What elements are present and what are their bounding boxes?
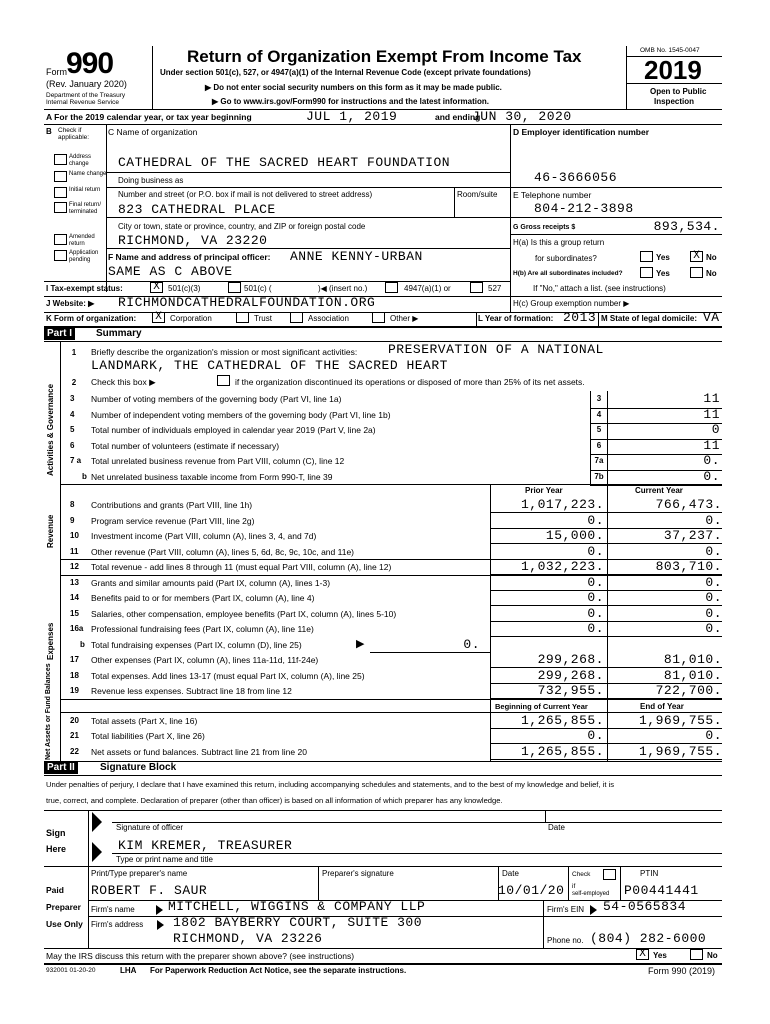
net-header-rule	[60, 712, 722, 713]
side-activities: Activities & Governance	[46, 383, 55, 476]
gov-line-value[interactable]: 0.	[703, 468, 720, 484]
fin-current-value[interactable]: 722,700.	[655, 683, 722, 698]
line-a-label: A For the 2019 calendar year, or tax year beginning	[46, 112, 252, 122]
paperwork-notice: For Paperwork Reduction Act Notice, see the separate instructions.	[150, 966, 407, 975]
b-item-label: Name change	[69, 171, 107, 177]
form-number: 990	[66, 47, 114, 80]
form-footer: Form 990 (2019)	[648, 966, 716, 976]
sig-officer-label: Signature of officer	[116, 823, 184, 832]
dept-treasury: Department of the Treasury	[46, 92, 126, 99]
fin-current-value[interactable]: 766,473.	[655, 497, 722, 512]
officer-address: SAME AS C ABOVE	[108, 264, 233, 279]
other-checkbox[interactable]	[372, 312, 385, 323]
paid-label: Paid	[46, 885, 64, 895]
discuss-yes-checkbox[interactable]: X	[636, 949, 649, 960]
fin-line-number: 8	[70, 500, 75, 509]
fin-current-value[interactable]: 0.	[705, 543, 722, 559]
rev-exp-divider	[60, 559, 722, 560]
firm-ein-label: Firm's EIN	[547, 905, 585, 914]
gov-line-label: Number of independent voting members of the governing body (Part VI, line 1b)	[91, 409, 391, 420]
status-4947-checkbox[interactable]	[385, 282, 398, 293]
fin-line-number: 10	[70, 531, 79, 540]
j-label: J Website: ▶	[46, 299, 95, 308]
ptin-label: PTIN	[640, 869, 659, 878]
gov-line-value[interactable]: 0	[711, 422, 720, 437]
tax-year-end: JUN 30, 2020	[472, 109, 572, 124]
website[interactable]: RICHMONDCATHEDRALFOUNDATION.ORG	[118, 295, 376, 310]
gov-line-label: Net unrelated business taxable income from Form 990-T, line 39	[91, 471, 333, 482]
part2-tag: Part II	[44, 762, 78, 774]
b-checkbox-4[interactable]	[54, 202, 67, 213]
b-checkbox-5[interactable]	[54, 234, 67, 245]
corp-label: Corporation	[170, 314, 212, 323]
gov-line-label: Total unrelated business revenue from Part VIII, column (C), line 12	[91, 456, 345, 466]
fin-line-label: Revenue less expenses. Subtract line 18 from line 12	[91, 686, 292, 696]
firm-name-label: Firm's name	[91, 905, 135, 914]
check-label: Check	[572, 871, 591, 878]
b-checkbox-6[interactable]	[54, 250, 67, 261]
fin-current-value[interactable]: 0.	[705, 574, 722, 590]
fin-line-number: 18	[70, 670, 79, 680]
prior-col-divider	[490, 484, 491, 761]
gov-line-value[interactable]: 0.	[703, 453, 720, 468]
gov-line-label: Total number of volunteers (estimate if necessary)	[91, 440, 280, 451]
d-label: D Employer identification number	[513, 127, 650, 137]
fin-line-label: Benefits paid to or for members (Part IX, column (A), line 4)	[91, 593, 315, 603]
exp-net-divider	[60, 699, 722, 700]
fin-prior-value[interactable]: 1,265,855.	[520, 743, 604, 759]
fin-line-number: 20	[70, 715, 79, 725]
prep-name-label: Print/Type preparer's name	[91, 869, 188, 878]
gov-line-box: 3	[596, 394, 602, 403]
discuss-question: May the IRS discuss this return with the preparer shown above? (see instructions)	[46, 951, 355, 961]
line-1-num: 1	[71, 348, 77, 357]
fin-current-value[interactable]: 0.	[705, 512, 722, 528]
gov-line-value[interactable]: 11	[703, 391, 720, 406]
ha-label: H(a) Is this a group return	[513, 238, 605, 247]
firm-phone-label: Phone no.	[547, 936, 584, 945]
state-domicile: VA	[703, 310, 720, 325]
b-checkbox-2[interactable]	[54, 171, 67, 182]
preparer-date: 10/01/20	[498, 883, 565, 898]
line-16b-arrow-icon: ▶	[356, 637, 365, 650]
gov-line-number: 3	[70, 394, 75, 403]
discontinued-checkbox[interactable]	[217, 375, 230, 386]
gov-line-box: 6	[596, 440, 602, 450]
fin-prior-value[interactable]: 0.	[587, 543, 604, 559]
prep-sig-label: Preparer's signature	[322, 869, 394, 878]
boy-header: Beginning of Current Year	[495, 701, 588, 711]
hb-yes-label: Yes	[656, 269, 670, 278]
firm-address-arrow-icon	[157, 920, 165, 930]
fin-prior-value[interactable]: 0.	[587, 590, 604, 605]
fin-line-label: Professional fundraising fees (Part IX, column (A), line 11e)	[91, 624, 314, 634]
preparer-label: Preparer	[46, 902, 81, 912]
line-1-label: Briefly describe the organization's mission or most significant activities:	[91, 347, 358, 357]
gov-line-number: 5	[70, 425, 75, 434]
street: 823 CATHEDRAL PLACE	[118, 202, 276, 217]
assoc-checkbox[interactable]	[290, 312, 303, 323]
trust-label: Trust	[254, 314, 272, 323]
here-label: Here	[46, 844, 67, 854]
omb-number: OMB No. 1545-0047	[640, 47, 700, 54]
form-code: 932001 01-20-20	[46, 967, 96, 974]
hb-label: H(b) Are all subordinates included?	[513, 270, 623, 277]
fin-line-number: 17	[70, 655, 79, 664]
fin-line-number: 12	[70, 562, 79, 571]
fin-line-number: 14	[70, 593, 79, 602]
sig-date-label: Date	[548, 823, 565, 832]
instructions-notice: ▶ Go to www.irs.gov/Form990 for instructions and the latest information.	[212, 97, 489, 106]
m-label: M State of legal domicile:	[601, 314, 698, 323]
assoc-label: Association	[308, 314, 349, 323]
fin-current-value[interactable]: 0.	[705, 621, 722, 636]
dept-irs: Internal Revenue Service	[46, 99, 119, 106]
line-16b-label: Total fundraising expenses (Part IX, column (D), line 25)	[91, 639, 302, 650]
line-2-num: 2	[71, 378, 77, 387]
tax-year-begin: JUL 1, 2019	[306, 109, 398, 124]
c-label: C Name of organization	[108, 127, 198, 137]
fin-current-value[interactable]: 0.	[705, 728, 722, 743]
line-16b-rule	[370, 652, 490, 653]
gross-receipts: 893,534.	[653, 219, 720, 234]
ending-label: and ending	[435, 112, 481, 122]
gov-line-number: 4	[70, 409, 75, 419]
fin-prior-value[interactable]: 299,268.	[537, 652, 604, 667]
fin-line-label: Contributions and grants (Part VIII, line 1h)	[91, 500, 253, 510]
status-501c3-label: 501(c)(3)	[168, 284, 201, 293]
perjury-2: true, correct, and complete. Declaration of preparer (other than officer) is based on all information of which preparer has any knowledge.	[46, 796, 503, 805]
fin-line-rule	[490, 759, 722, 760]
fin-current-value[interactable]: 803,710.	[655, 559, 722, 574]
fin-line-label: Total assets (Part X, line 16)	[91, 715, 198, 726]
fin-line-label: Salaries, other compensation, employee benefits (Part IX, column (A), lines 5-10)	[91, 608, 397, 619]
fin-prior-value[interactable]: 732,955.	[537, 683, 604, 698]
line-16b-value[interactable]: 0.	[463, 636, 480, 652]
ha-no-label: No	[706, 253, 717, 262]
firm-phone: (804) 282-6000	[590, 931, 707, 946]
firm-address-label: Firm's address	[91, 920, 144, 929]
firm-name: MITCHELL, WIGGINS & COMPANY LLP	[168, 899, 426, 914]
status-4947-label: 4947(a)(1) or	[404, 284, 451, 293]
part2-title: Signature Block	[100, 762, 177, 773]
dba-label: Doing business as	[118, 176, 184, 185]
fin-line-label: Total liabilities (Part X, line 26)	[91, 731, 205, 741]
self-employed-label: self-employed	[572, 891, 610, 897]
type-name-label: Type or print name and title	[116, 855, 213, 864]
fin-line-label: Other expenses (Part IX, column (A), lines 11a-11d, 11f-24e)	[91, 655, 319, 665]
b-item-label: Initial return	[69, 187, 101, 193]
fin-line-label: Program service revenue (Part VIII, line 2g)	[91, 515, 255, 526]
form-subtitle: Under section 501(c), 527, or 4947(a)(1) of the Internal Revenue Code (except private foundations)	[160, 68, 531, 77]
fin-line-number: 19	[70, 686, 79, 695]
gov-line-box: 7b	[594, 471, 604, 481]
prep-date-label: Date	[502, 869, 519, 878]
line-16b-num: b	[80, 639, 85, 649]
gov-line-number: 6	[70, 440, 75, 450]
fin-prior-value[interactable]: 0.	[587, 621, 604, 636]
gross-label: G Gross receipts $	[513, 224, 576, 231]
part1-tag: Part I	[44, 328, 75, 340]
gov-line-box: 5	[596, 425, 602, 434]
b-item-label: Amended return	[69, 234, 95, 247]
current-year-header: Current Year	[635, 486, 683, 495]
k-label: K Form of organization:	[46, 314, 137, 323]
ha-yes-label: Yes	[656, 253, 670, 262]
officer-name: ANNE KENNY-URBAN	[290, 249, 423, 264]
gov-line-number: b	[82, 471, 87, 481]
firm-ein: 54-0565834	[603, 899, 687, 914]
status-527-label: 527	[488, 284, 502, 293]
room-label: Room/suite	[457, 190, 498, 199]
fin-current-value[interactable]: 81,010.	[663, 652, 722, 667]
hc-label: H(c) Group exemption number ▶	[513, 299, 630, 308]
fin-current-value[interactable]: 81,010.	[663, 667, 722, 683]
i-label: I Tax-exempt status:	[46, 284, 123, 293]
fin-current-value[interactable]: 1,969,755.	[638, 743, 722, 759]
gov-box-divider	[590, 391, 591, 485]
fin-line-number: 16a	[70, 624, 84, 633]
fin-line-label: Total expenses. Add lines 13-17 (must equal Part IX, column (A), line 25)	[91, 670, 365, 681]
street-label: Number and street (or P.O. box if mail is not delivered to street address)	[118, 190, 373, 199]
hb-note: If "No," attach a list. (see instructions)	[533, 284, 666, 293]
fin-line-number: 13	[70, 577, 79, 587]
fin-prior-value[interactable]: 1,032,223.	[520, 559, 604, 574]
officer-label: F Name and address of principal officer:	[108, 252, 271, 262]
hb-no-label: No	[706, 269, 717, 278]
sign-arrow-icon	[92, 812, 104, 866]
eoy-header: End of Year	[640, 701, 684, 711]
fin-line-number: 9	[70, 515, 75, 525]
line-2-label: Check this box ▶	[91, 377, 156, 387]
l-label: L Year of formation:	[478, 314, 554, 323]
fin-prior-value[interactable]: 1,265,855.	[520, 712, 604, 728]
fin-line-label: Investment income (Part VIII, column (A), lines 3, 4, and 7d)	[91, 531, 317, 541]
open-public: Open to Public	[650, 87, 707, 96]
year-formation: 2013	[563, 310, 597, 325]
ein: 46-3666056	[534, 170, 618, 185]
fin-line-label: Grants and similar amounts paid (Part IX, column (A), lines 1-3)	[91, 577, 331, 588]
fin-prior-value[interactable]: 15,000.	[545, 528, 604, 543]
corp-checkbox[interactable]: X	[152, 312, 165, 323]
fin-line-label: Other revenue (Part VIII, column (A), lines 5, 6d, 8c, 9c, 10c, and 11e)	[91, 546, 354, 557]
fin-line-rule	[490, 636, 722, 637]
fin-prior-value[interactable]: 0.	[587, 512, 604, 528]
side-expenses: Expenses	[46, 622, 55, 660]
discuss-yes-label: Yes	[653, 951, 667, 960]
check-if: Check if applicable:	[58, 127, 90, 141]
fin-current-value[interactable]: 37,237.	[663, 528, 722, 543]
mission-line-2: LANDMARK, THE CATHEDRAL OF THE SACRED HEART	[91, 358, 448, 373]
insert-no: )◀ (insert no.)	[318, 284, 368, 293]
fin-line-number: 22	[70, 746, 79, 756]
status-501c-checkbox[interactable]	[228, 282, 241, 293]
other-label: Other ▶	[390, 314, 419, 323]
fin-current-value[interactable]: 1,969,755.	[638, 712, 722, 728]
b-checkbox-3[interactable]	[54, 187, 67, 198]
firm-address-1: 1802 BAYBERRY COURT, SUITE 300	[173, 915, 423, 930]
fin-prior-value[interactable]: 299,268.	[537, 667, 604, 683]
ptin: P00441441	[624, 883, 699, 898]
b-item-label: Address change	[69, 154, 92, 167]
perjury-1: Under penalties of perjury, I declare that I have examined this return, including accompanying schedules and statements, and to the best of my knowledge and belief, it is	[46, 780, 615, 789]
b-label: B	[46, 127, 52, 136]
sign-label: Sign	[46, 828, 66, 838]
gov-line-value[interactable]: 11	[703, 437, 720, 453]
hb-no-checkbox[interactable]	[690, 267, 703, 278]
gov-line-number: 7 a	[70, 456, 82, 465]
lha-label: LHA	[120, 966, 137, 975]
officer-title: KIM KREMER, TREASURER	[118, 838, 293, 853]
inspection: Inspection	[654, 97, 695, 106]
phone: 804-212-3898	[534, 201, 634, 216]
revision: (Rev. January 2020)	[46, 79, 127, 89]
status-501c-label: 501(c) (	[244, 284, 272, 293]
discuss-no-label: No	[707, 951, 718, 960]
status-501c3-checkbox[interactable]: X	[150, 282, 163, 293]
side-net-assets: Net Assets or Fund Balances	[45, 663, 52, 760]
ha-no-checkbox[interactable]: X	[690, 251, 703, 262]
gov-value-divider	[607, 391, 608, 485]
trust-checkbox[interactable]	[236, 312, 249, 323]
self-employed-checkbox[interactable]	[603, 869, 616, 880]
form-word: Form	[46, 67, 67, 77]
ssn-notice: ▶ Do not enter social security numbers on this form as it may be made public.	[205, 83, 502, 92]
b-checkbox-1[interactable]	[54, 154, 67, 165]
fin-line-number: 21	[70, 731, 79, 740]
phone-label: E Telephone number	[513, 190, 592, 200]
fin-line-number: 11	[70, 546, 79, 556]
fin-current-value[interactable]: 0.	[705, 590, 722, 605]
org-name: CATHEDRAL OF THE SACRED HEART FOUNDATION	[118, 155, 451, 170]
fin-line-number: 15	[70, 608, 79, 618]
b-item-label: Final return/ terminated	[69, 202, 102, 215]
prior-year-header: Prior Year	[525, 486, 563, 495]
line-2-text: if the organization discontinued its operations or disposed of more than 25% of its net assets.	[235, 377, 585, 387]
side-revenue: Revenue	[46, 514, 55, 548]
fin-prior-value[interactable]: 0.	[587, 605, 604, 621]
firm-address-2: RICHMOND, VA 23226	[173, 931, 323, 946]
gov-line-label: Number of voting members of the governing body (Part VI, line 1a)	[91, 394, 342, 404]
fin-prior-value[interactable]: 0.	[587, 574, 604, 590]
gov-line-box: 4	[596, 409, 602, 419]
tax-year: 2019	[644, 55, 702, 85]
discuss-no-checkbox[interactable]	[690, 949, 703, 960]
city-label: City or town, state or province, country, and ZIP or foreign postal code	[118, 222, 366, 231]
fin-prior-value[interactable]: 0.	[587, 728, 604, 743]
city: RICHMOND, VA 23220	[118, 233, 268, 248]
fin-prior-value[interactable]: 1,017,223.	[520, 497, 604, 512]
exp-divider	[60, 575, 722, 576]
fin-line-label: Net assets or fund balances. Subtract line 21 from line 20	[91, 746, 307, 757]
firm-name-arrow-icon	[156, 905, 164, 915]
if-label: if	[572, 883, 576, 890]
ha-yes-checkbox[interactable]	[640, 251, 653, 262]
gov-line-box: 7a	[594, 456, 604, 465]
status-527-checkbox[interactable]	[470, 282, 483, 293]
preparer-name: ROBERT F. SAUR	[91, 883, 208, 898]
fin-current-value[interactable]: 0.	[705, 605, 722, 621]
form-title: Return of Organization Exempt From Income Tax	[187, 47, 582, 66]
gov-line-value[interactable]: 11	[703, 406, 720, 422]
part1-title: Summary	[96, 328, 142, 339]
mission-line-1: PRESERVATION OF A NATIONAL	[388, 342, 604, 357]
use-only-label: Use Only	[46, 919, 83, 929]
gov-line-label: Total number of individuals employed in calendar year 2019 (Part V, line 2a)	[91, 425, 376, 435]
ha-label-2: for subordinates?	[535, 254, 597, 263]
hb-yes-checkbox[interactable]	[640, 267, 653, 278]
fin-line-label: Total revenue - add lines 8 through 11 (must equal Part VIII, column (A), line 12)	[91, 562, 392, 572]
b-item-label: Application pending	[69, 250, 99, 263]
current-col-divider	[607, 484, 608, 761]
firm-ein-arrow-icon	[590, 905, 598, 915]
